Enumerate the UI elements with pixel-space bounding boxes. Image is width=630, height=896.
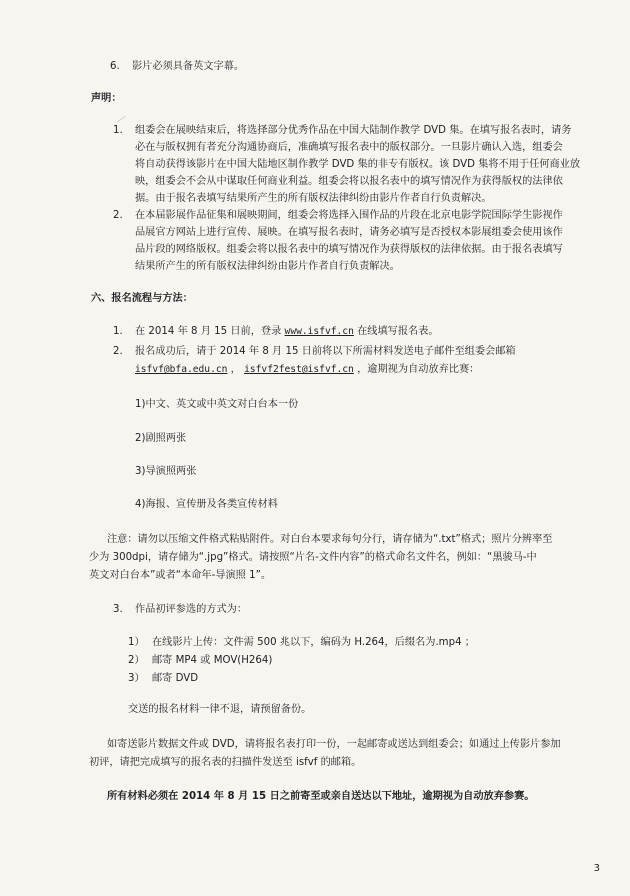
- method-text: 在线影片上传：文件需 500 兆以下，编码为 H.264，后缀名为.mp4 ；: [152, 637, 475, 648]
- final-deadline-note: 所有材料必须在 2014 年 8 月 15 日之前寄至或亲自送达以下地址，逾期视为自动放弃参赛。: [107, 791, 535, 802]
- statement-1-line: 映，组委会不会从中谋取任何商业利益。组委会将以报名表中的填写情况作为获得版权的法律依: [135, 176, 563, 187]
- statement-1-number: 1.: [113, 125, 123, 136]
- website-link[interactable]: www.isfvf.cn: [284, 326, 354, 337]
- step-3-text: 作品初评参选的方式为：: [135, 604, 248, 615]
- step-2-text: 报名成功后，请于 2014 年 8 月 15 日前将以下所需材料发送电子邮件至组委会邮箱: [135, 346, 516, 357]
- material-item: 1)中文、英文或中英文对白台本一份: [135, 399, 299, 410]
- material-item: 4)海报、宣传册及各类宣传材料: [135, 499, 278, 510]
- step-1-text-after: 在线填写报名表。: [353, 326, 439, 337]
- section-6-heading: 六、报名流程与方法：: [91, 293, 193, 304]
- statement-2-line: 在本届影展作品征集和展映期间，组委会将选择入围作品的片段在北京电影学院国际学生影视作: [135, 210, 563, 221]
- step-2-after: ，逾期视为自动放弃比赛：: [353, 364, 480, 375]
- statement-heading: 声明：: [91, 93, 122, 104]
- item-6-text: 影片必须具备英文字幕。: [132, 61, 245, 72]
- item-6-number: 6.: [110, 61, 120, 72]
- mail-note-line: 如寄送影片数据文件或 DVD，请将报名表打印一份，一起邮寄或送达到组委会；如通过上传影片参加: [107, 739, 561, 750]
- statement-1-line: 组委会在展映结束后，将选择部分优秀作品在中国大陆制作教学 DVD 集。在填写报名表时，请务: [135, 125, 572, 136]
- statement-2-line: 结果所产生的所有版权法律纠纷由影片作者自行负责解决。: [135, 261, 400, 272]
- email-separator: ，: [227, 364, 245, 375]
- method-text: 邮寄 MP4 或 MOV(H264): [152, 655, 273, 666]
- statement-2-number: 2.: [113, 210, 123, 221]
- method-number: 3）: [128, 673, 145, 684]
- material-item: 3)导演照两张: [135, 466, 197, 477]
- step-2-number: 2.: [113, 346, 123, 357]
- step-2-emails: [135, 363, 479, 377]
- email-link-1[interactable]: isfvf@bfa.edu.cn: [135, 364, 228, 375]
- statement-2-line: 品片段的网络版权。组委会将以报名表中的填写情况作为获得版权的法律依据。由于报名表填写: [135, 244, 563, 255]
- material-item: 2)剧照两张: [135, 433, 187, 444]
- no-return-note: 交送的报名材料一律不退，请预留备份。: [128, 704, 312, 715]
- statement-1-line: 据。由于报名表填写结果所产生的所有版权法律纠纷由影片作者自行负责解决。: [135, 193, 492, 204]
- note-line: 少为 300dpi，请存储为“.jpg”格式。请按照“片名-文件内容”的格式命名文件名，例如：“黑骏马-中: [89, 552, 537, 563]
- step-1-text: [135, 325, 439, 339]
- step-1-text-before: 在 2014 年 8 月 15 日前，登录: [135, 326, 285, 337]
- mail-note-line: 初评，请把完成填写的报名表的扫描件发送至 isfvf 的邮箱。: [89, 757, 362, 768]
- note-line: 注意：请勿以压缩文件格式粘贴附件。对白台本要求每句分行，请存储为“.txt”格式；照片分辨率至: [107, 534, 553, 545]
- note-line: 英文对白台本”或者“本命年-导演照 1”。: [89, 570, 272, 581]
- method-number: 1）: [128, 637, 145, 648]
- statement-2-line: 品展官方网站上进行宣传、展映。在填写报名表时，请务必填写是否授权本影展组委会使用该作: [135, 227, 563, 238]
- method-text: 邮寄 DVD: [152, 673, 199, 684]
- method-number: 2）: [128, 655, 145, 666]
- step-3-number: 3.: [113, 604, 123, 615]
- step-1-number: 1.: [113, 326, 123, 337]
- page-number: 3: [593, 863, 600, 874]
- email-link-2[interactable]: isfvf2fest@isfvf.cn: [244, 364, 354, 375]
- statement-1-line: 将自动获得该影片在中国大陆地区制作教学 DVD 集的非专有版权。该 DVD 集将不用于任何商业放: [135, 159, 581, 170]
- statement-1-line: 必在与版权拥有者充分沟通协商后，准确填写报名表中的版权部分。一旦影片确认入选，组委会: [135, 142, 563, 153]
